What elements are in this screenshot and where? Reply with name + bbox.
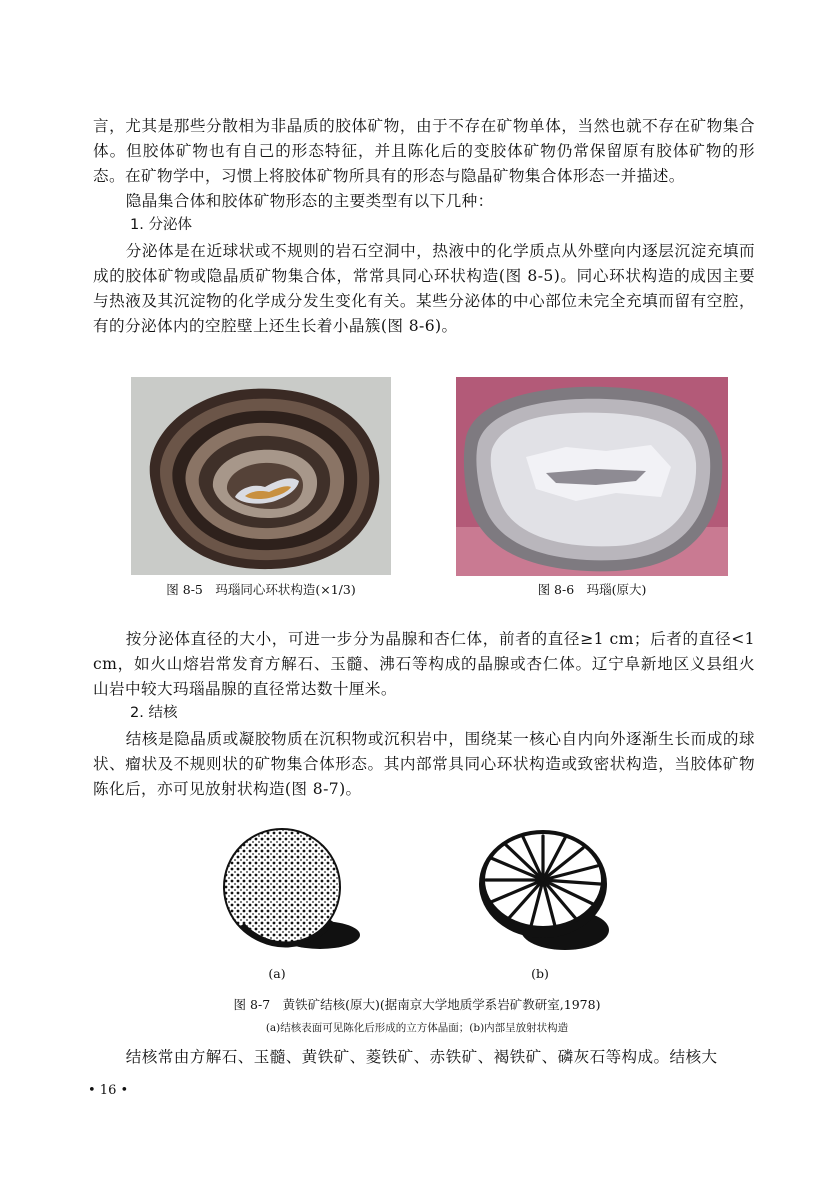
section-heading-2: 2. 结核	[130, 705, 178, 721]
figure-8-7-subcaption: (a)结核表面可见陈化后形成的立方体晶面；(b)内部呈放射状构造	[265, 1022, 569, 1034]
figure-8-6-caption: 图 8-6 玛瑙(原大)	[537, 582, 647, 597]
paragraph-2: 隐晶集合体和胶体矿物形态的主要类型有以下几种：	[125, 192, 494, 210]
figure-8-7b-label: (b)	[531, 966, 549, 981]
paragraph-3: 分泌体是在近球状或不规则的岩石空洞中，热液中的化学质点从外壁向内逐层沉淀充填而成的胶体矿物或隐晶质矿物集合体，常常具同心环状构造(图 8-5)。同心环状构造的成因主要与热液及其沉淀物的化学成分发生变化有关。某些分泌体的中心部位未完全充填而留有空腔，有的分泌体内的空腔壁上还生长着小晶簇(图 8-6)。	[93, 242, 755, 335]
paragraph-4: 按分泌体直径的大小，可进一步分为晶腺和杏仁体，前者的直径≥1 cm；后者的直径<1 cm，如火山熔岩常发育方解石、玉髓、沸石等构成的晶腺或杏仁体。辽宁阜新地区义县组火山岩中较大玛瑙晶腺的直径常达数十厘米。	[93, 630, 755, 698]
page-number: • 16 •	[88, 1083, 129, 1098]
figure-8-5-caption: 图 8-5 玛瑙同心环状构造(×1/3)	[166, 582, 356, 597]
figure-8-6-geode-image	[456, 377, 728, 576]
paragraph-5: 结核是隐晶质或凝胶物质在沉积物或沉积岩中，围绕某一核心自内向外逐渐生长而成的球状、瘤状及不规则状的矿物集合体形态。其内部常具同心环状构造或致密状构造，当胶体矿物陈化后，亦可见放射状构造(图 8-7)。	[93, 730, 755, 798]
figure-8-5-agate-image	[131, 377, 391, 575]
figure-8-7a-nodule-surface-image	[212, 825, 362, 957]
paragraph-1: 言，尤其是那些分散相为非晶质的胶体矿物，由于不存在矿物单体，当然也就不存在矿物集合体。但胶体矿物也有自己的形态特征，并且陈化后的变胶体矿物仍常保留原有胶体矿物的形态。在矿物学中，习惯上将胶体矿物所具有的形态与隐晶矿物集合体形态一并描述。	[93, 117, 755, 185]
section-heading-1: 1. 分泌体	[130, 217, 192, 233]
figure-8-7-caption: 图 8-7 黄铁矿结核(原大)(据南京大学地质学系岩矿教研室,1978)	[233, 997, 601, 1012]
figure-8-7b-nodule-section-image	[473, 822, 613, 960]
paragraph-6: 结核常由方解石、玉髓、黄铁矿、菱铁矿、赤铁矿、褐铁矿、磷灰石等构成。结核大	[125, 1048, 718, 1066]
figure-8-7a-label: (a)	[268, 966, 286, 981]
